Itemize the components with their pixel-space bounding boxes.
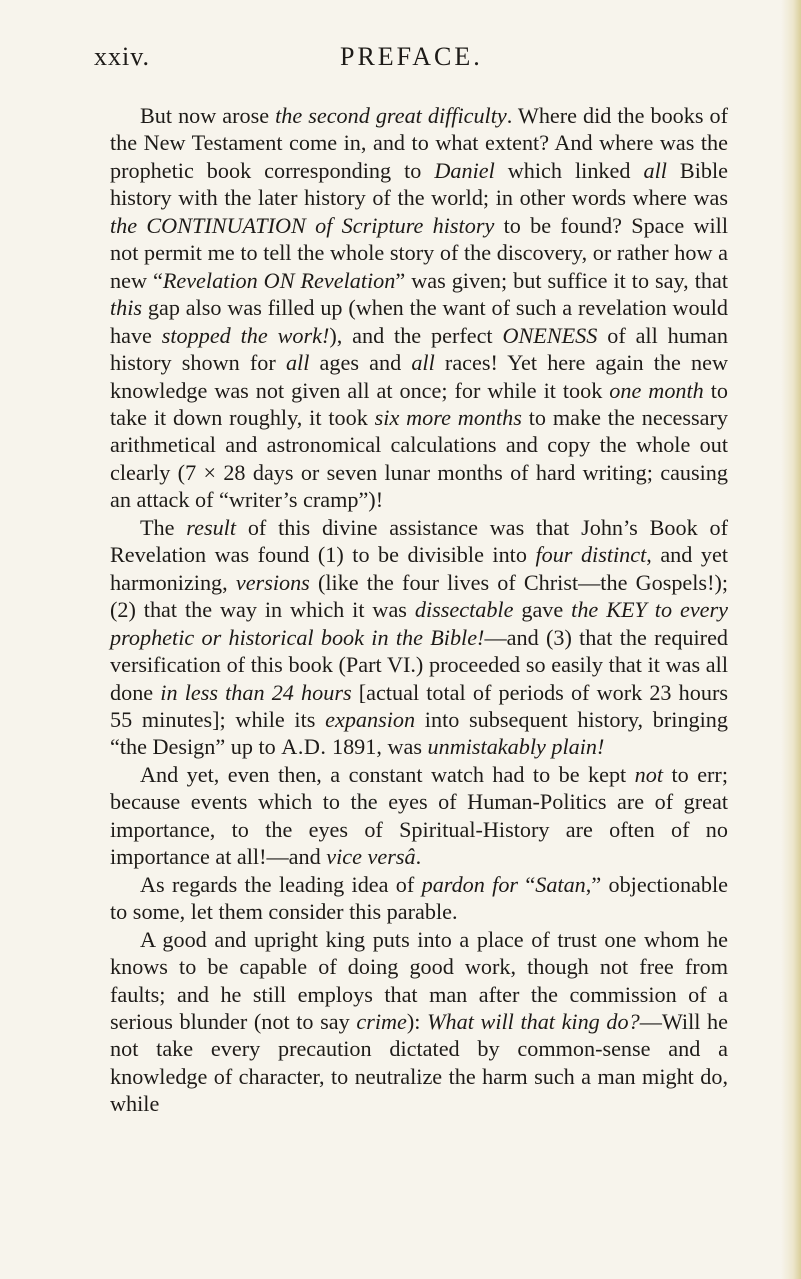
text-run: , and yet harmonizing, bbox=[110, 542, 728, 595]
italic-text: Revelation ON Revelation bbox=[162, 267, 396, 293]
running-title: PREFACE. bbox=[340, 42, 483, 71]
text-run: And yet, even then, a constant watch had to be kept bbox=[140, 761, 635, 787]
italic-text: the KEY to every prophetic or historical book in the Bible! bbox=[110, 597, 728, 650]
italic-text: vice versâ bbox=[326, 844, 416, 870]
italic-text: all bbox=[411, 350, 435, 376]
text-run: ,” objectionable to some, let them consider this parable. bbox=[110, 871, 728, 925]
small-caps-text: A.D. bbox=[281, 734, 327, 760]
body-text bbox=[110, 102, 728, 1118]
text-run: . Where did the books of the New Testament come in, and to what extent? And where was the prophetic book corresponding to bbox=[110, 103, 728, 183]
italic-text: versions bbox=[235, 569, 310, 595]
text-run: (like the four lives of Christ—the Gospels!); (2) that the way in which it was bbox=[110, 569, 729, 623]
text-run: ages and bbox=[309, 350, 412, 376]
italic-text: stopped the work! bbox=[161, 322, 330, 348]
text-run: of this divine assistance was that John’s Book of Revelation was found (1) to be divisible into bbox=[110, 514, 728, 568]
italic-text: not bbox=[634, 761, 664, 787]
text-run: As regards the leading idea of bbox=[140, 871, 422, 897]
italic-text: six more months bbox=[374, 404, 522, 430]
italic-text: this bbox=[110, 295, 143, 321]
text-run: . bbox=[415, 844, 422, 870]
text-run: into subsequent history, bringing “the Design” up to bbox=[110, 706, 728, 760]
text-run: ), and the perfect bbox=[329, 322, 503, 348]
text-run: to err; because events which to the eyes of Human-Politics are of great importance, to the eyes of Spiritual-History are often of no importance at all!—and bbox=[110, 761, 728, 870]
italic-text: result bbox=[186, 514, 237, 540]
text-run: [actual total of periods of work 23 hours 55 minutes]; while its bbox=[110, 679, 728, 732]
italic-text: Daniel bbox=[434, 157, 495, 183]
italic-text: four distinct bbox=[535, 542, 647, 568]
text-run: to take it down roughly, it took bbox=[110, 377, 728, 430]
text-run: The bbox=[140, 514, 187, 540]
text-run: to make the necessary arithmetical and astronomical calculations and copy the whole out clearly (7 × 28 days or seven lunar months of hard writing; causing an attack of “writer’s cramp”)! bbox=[110, 404, 728, 513]
italic-text: ONENESS bbox=[502, 322, 598, 348]
paragraph bbox=[110, 871, 728, 926]
italic-text: all bbox=[285, 350, 310, 376]
running-head bbox=[94, 42, 714, 76]
text-run: But now arose bbox=[140, 103, 276, 128]
text-run: gave bbox=[513, 597, 572, 623]
italic-text: in less than 24 hours bbox=[160, 679, 352, 705]
italic-text: unmistakably plain! bbox=[427, 734, 605, 760]
italic-text: pardon for bbox=[421, 871, 519, 897]
italic-text: the CONTINUATION of Scripture history bbox=[110, 212, 495, 238]
text-run: —Will he not take every precaution dictated by common-sense and a knowledge of character, to neutralize the harm such a man might do, while bbox=[110, 1008, 728, 1117]
paragraph bbox=[110, 926, 728, 1118]
paragraph bbox=[110, 102, 728, 514]
italic-text: all bbox=[643, 157, 667, 183]
text-run: to be found? Space will not permit me to tell the whole story of the discovery, or rather how a new “ bbox=[110, 212, 728, 293]
text-run: ” was given; but suffice it to say, that bbox=[395, 267, 728, 293]
italic-text: dissectable bbox=[414, 597, 514, 623]
text-run: which linked bbox=[494, 157, 644, 183]
paragraph bbox=[110, 761, 728, 871]
text-run: races! Yet here again the new knowledge was not given all at once; for while it took bbox=[110, 350, 728, 403]
text-run: 1891, was bbox=[326, 734, 428, 760]
text-run: ): bbox=[406, 1008, 428, 1034]
binding-shadow bbox=[781, 0, 801, 1279]
italic-text: expansion bbox=[325, 706, 416, 732]
text-run: gap also was filled up (when the want of such a revelation would have bbox=[110, 295, 728, 348]
page-number: xxiv. bbox=[94, 42, 151, 71]
text-run: of all human history shown for bbox=[110, 322, 728, 376]
paragraph bbox=[110, 514, 728, 761]
italic-text: one month bbox=[609, 377, 704, 403]
text-run: “ bbox=[518, 871, 536, 897]
italic-text: What will that king do? bbox=[427, 1008, 640, 1034]
text-run: —and (3) that the required versification of this book (Part VI.) proceeded so easily that it was all done bbox=[110, 624, 729, 705]
italic-text: Satan bbox=[535, 871, 586, 897]
text-run: A good and upright king puts into a place of trust one whom he knows to be capable of doing good work, though not free from faults; and he still employs that man after the commission of a serious blunder (not to say bbox=[110, 926, 728, 1034]
text-run: Bible history with the later history of the world; in other words where was bbox=[110, 157, 728, 211]
italic-text: crime bbox=[356, 1008, 407, 1034]
italic-text: the second great difficulty bbox=[275, 103, 507, 128]
